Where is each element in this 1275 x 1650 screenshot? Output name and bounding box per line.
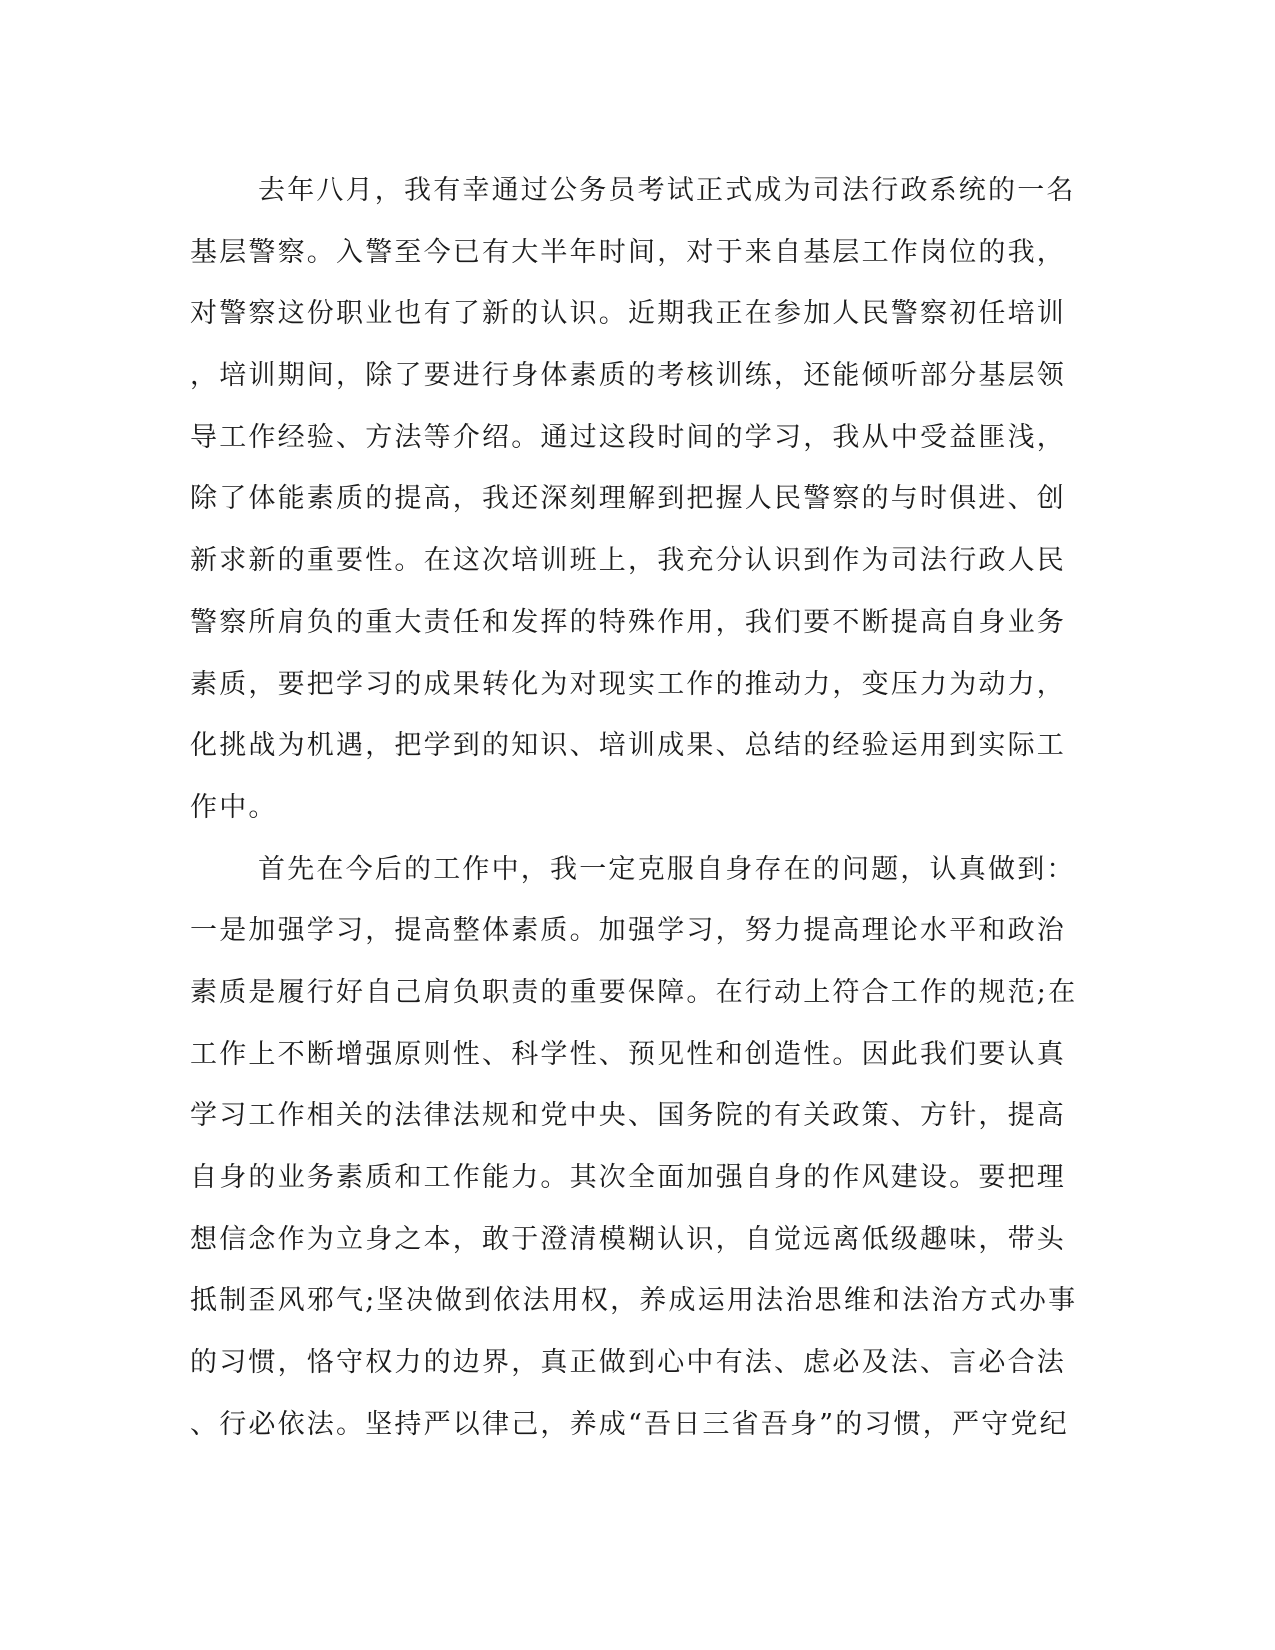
text-line: 化挑战为机遇，把学到的知识、培训成果、总结的经验运用到实际工 <box>190 730 1066 762</box>
text-line: 的习惯，恪守权力的边界，真正做到心中有法、虑必及法、言必合法 <box>190 1347 1066 1379</box>
text-line: 自身的业务素质和工作能力。其次全面加强自身的作风建设。要把理 <box>190 1162 1066 1193</box>
text-line: 、行必依法。坚持严以律己，养成“吾日三省吾身”的习惯，严守党纪 <box>190 1408 1069 1440</box>
body-text <box>190 160 1090 1455</box>
text-line: 抵制歪风邪气;坚决做到依法用权，养成运用法治思维和法治方式办事 <box>190 1285 1078 1317</box>
text-line: 对警察这份职业也有了新的认识。近期我正在参加人民警察初任培训 <box>190 298 1066 330</box>
text-line: 素质是履行好自己肩负职责的重要保障。在行动上符合工作的规范;在 <box>190 976 1078 1008</box>
text-line: 学习工作相关的法律法规和党中央、国务院的有关政策、方针，提高 <box>190 1100 1066 1132</box>
text-line: 新求新的重要性。在这次培训班上，我充分认识到作为司法行政人民 <box>190 545 1066 577</box>
text-line: 一是加强学习，提高整体素质。加强学习，努力提高理论水平和政治 <box>190 915 1066 947</box>
text-line: 警察所肩负的重大责任和发挥的特殊作用，我们要不断提高自身业务 <box>190 606 1066 638</box>
text-line: 除了体能素质的提高，我还深刻理解到把握人民警察的与时俱进、创 <box>190 483 1066 515</box>
paragraph-2 <box>190 839 1090 1456</box>
text-line: 素质，要把学习的成果转化为对现实工作的推动力，变压力为动力， <box>190 668 1066 700</box>
text-line: ，培训期间，除了要进行身体素质的考核训练，还能倾听部分基层领 <box>190 360 1066 392</box>
paragraph-1 <box>190 160 1090 839</box>
text-line: 作中。 <box>190 791 278 823</box>
text-line: 首先在今后的工作中，我一定克服自身存在的问题，认真做到： <box>258 853 1076 885</box>
text-line: 去年八月，我有幸通过公务员考试正式成为司法行政系统的一名 <box>258 175 1076 206</box>
text-line: 基层警察。入警至今已有大半年时间，对于来自基层工作岗位的我， <box>190 236 1066 268</box>
text-line: 导工作经验、方法等介绍。通过这段时间的学习，我从中受益匪浅， <box>190 421 1066 453</box>
text-line: 想信念作为立身之本，敢于澄清模糊认识，自觉远离低级趣味，带头 <box>190 1223 1066 1255</box>
text-line: 工作上不断增强原则性、科学性、预见性和创造性。因此我们要认真 <box>190 1038 1066 1070</box>
